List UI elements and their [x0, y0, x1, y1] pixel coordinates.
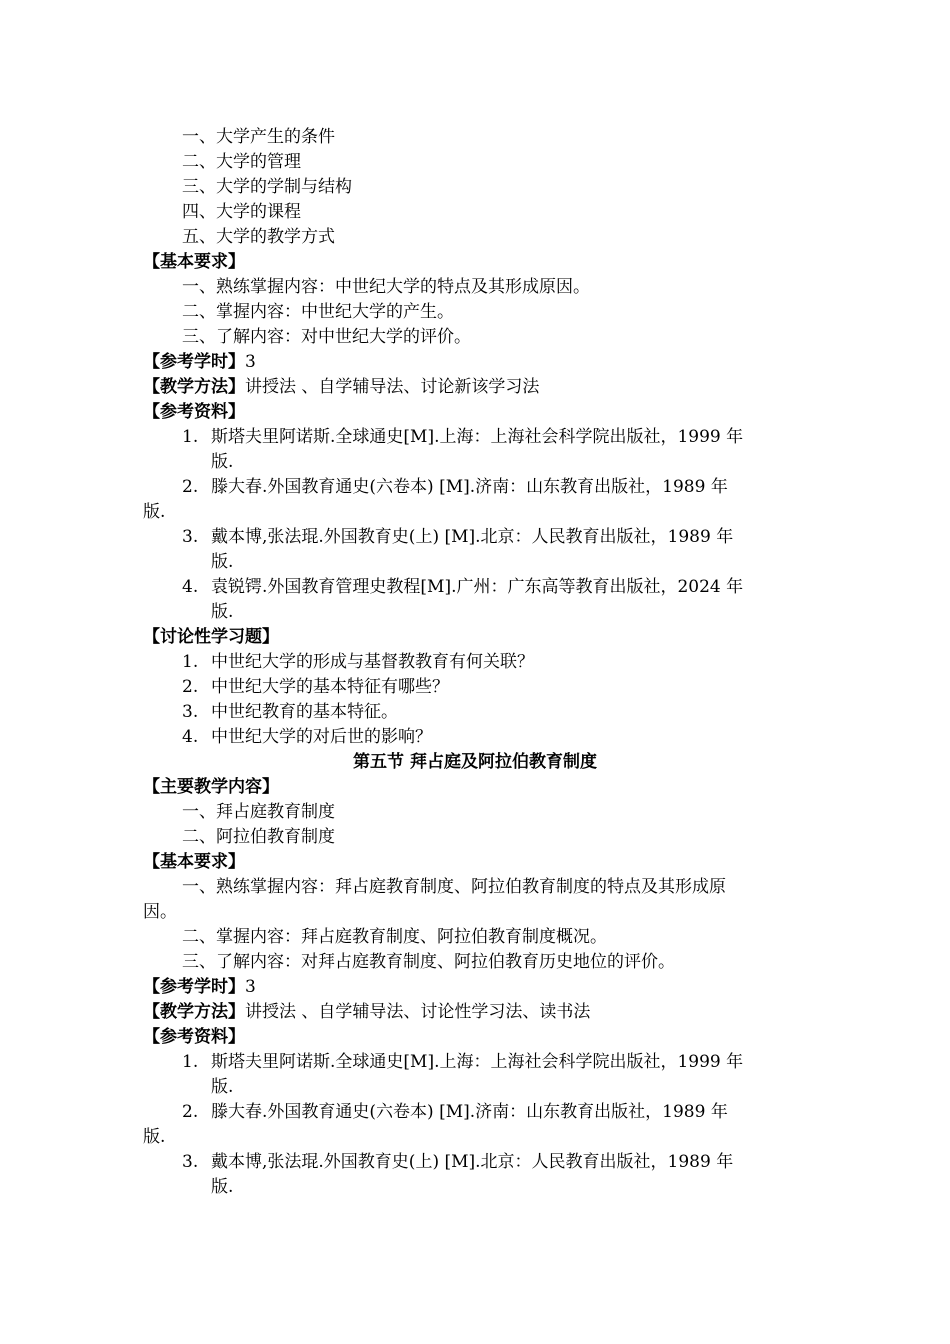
hours-line [143, 350, 256, 375]
section-heading-method: 【教学方法】 [143, 377, 245, 397]
reference-text-cont: 版. [211, 452, 234, 472]
reference-number: 3. [182, 1152, 199, 1172]
discussion-question: 中世纪大学的形成与基督教教育有何关联？ [211, 652, 534, 672]
reference-text: 戴本博,张法琨.外国教育史(上) [M].北京：人民教育出版社，1989 年 [211, 527, 734, 547]
content-item: 一、拜占庭教育制度 [182, 802, 335, 822]
reference-number: 3. [182, 527, 199, 547]
requirement-item: 二、掌握内容：中世纪大学的产生。 [182, 302, 454, 322]
reference-number: 1. [182, 1052, 199, 1072]
hours-value: 3 [245, 352, 256, 372]
reference-number: 1. [182, 427, 199, 447]
method-line [143, 375, 539, 400]
requirement-item: 一、熟练掌握内容：中世纪大学的特点及其形成原因。 [182, 277, 590, 297]
reference-number: 4. [182, 577, 199, 597]
section-heading-hours: 【参考学时】 [143, 977, 245, 997]
discussion-number: 1. [182, 652, 199, 672]
reference-text: 斯塔夫里阿诺斯.全球通史[M].上海：上海社会科学院出版社，1999 年 [211, 1052, 744, 1072]
content-item: 五、大学的教学方式 [182, 227, 335, 247]
section-heading-requirements: 【基本要求】 [143, 252, 245, 272]
reference-text-cont: 版. [211, 602, 234, 622]
reference-text: 斯塔夫里阿诺斯.全球通史[M].上海：上海社会科学院出版社，1999 年 [211, 427, 744, 447]
reference-text-cont: 版. [211, 1077, 234, 1097]
discussion-question: 中世纪大学的基本特征有哪些？ [211, 677, 449, 697]
section-title: 第五节 拜占庭及阿拉伯教育制度 [353, 752, 597, 772]
reference-text: 滕大春.外国教育通史(六卷本) [M].济南：山东教育出版社，1989 年 [211, 477, 728, 497]
reference-text-cont: 版. [143, 1127, 166, 1147]
discussion-number: 4. [182, 727, 199, 747]
method-value: 讲授法 、自学辅导法、讨论新该学习法 [245, 377, 540, 397]
content-item: 二、大学的管理 [182, 152, 301, 172]
section-heading-references: 【参考资料】 [143, 1027, 245, 1047]
reference-text: 袁锐锷.外国教育管理史教程[M].广州：广东高等教育出版社，2024 年 [211, 577, 744, 597]
section-heading-content: 【主要教学内容】 [143, 777, 279, 797]
requirement-item: 三、了解内容：对中世纪大学的评价。 [182, 327, 471, 347]
section-heading-discussion: 【讨论性学习题】 [143, 627, 279, 647]
requirement-item: 二、掌握内容：拜占庭教育制度、阿拉伯教育制度概况。 [182, 927, 607, 947]
reference-text: 滕大春.外国教育通史(六卷本) [M].济南：山东教育出版社，1989 年 [211, 1102, 728, 1122]
content-item: 一、大学产生的条件 [182, 127, 335, 147]
requirement-item-cont: 因。 [143, 902, 177, 922]
reference-number: 2. [182, 1102, 199, 1122]
requirement-item: 三、了解内容：对拜占庭教育制度、阿拉伯教育历史地位的评价。 [182, 952, 675, 972]
content-item: 二、阿拉伯教育制度 [182, 827, 335, 847]
reference-text: 戴本博,张法琨.外国教育史(上) [M].北京：人民教育出版社，1989 年 [211, 1152, 734, 1172]
discussion-question: 中世纪大学的对后世的影响？ [211, 727, 432, 747]
reference-text-cont: 版. [211, 1177, 234, 1197]
hours-line [143, 975, 256, 1000]
content-item: 三、大学的学制与结构 [182, 177, 352, 197]
reference-text-cont: 版. [143, 502, 166, 522]
reference-text-cont: 版. [211, 552, 234, 572]
method-line [143, 1000, 590, 1025]
hours-value: 3 [245, 977, 256, 997]
requirement-item: 一、熟练掌握内容：拜占庭教育制度、阿拉伯教育制度的特点及其形成原 [182, 877, 726, 897]
method-value: 讲授法 、自学辅导法、讨论性学习法、读书法 [245, 1002, 591, 1022]
section-heading-hours: 【参考学时】 [143, 352, 245, 372]
section-heading-method: 【教学方法】 [143, 1002, 245, 1022]
discussion-number: 3. [182, 702, 199, 722]
section-heading-references: 【参考资料】 [143, 402, 245, 422]
discussion-question: 中世纪教育的基本特征。 [211, 702, 398, 722]
section-heading-requirements: 【基本要求】 [143, 852, 245, 872]
discussion-number: 2. [182, 677, 199, 697]
reference-number: 2. [182, 477, 199, 497]
content-item: 四、大学的课程 [182, 202, 301, 222]
